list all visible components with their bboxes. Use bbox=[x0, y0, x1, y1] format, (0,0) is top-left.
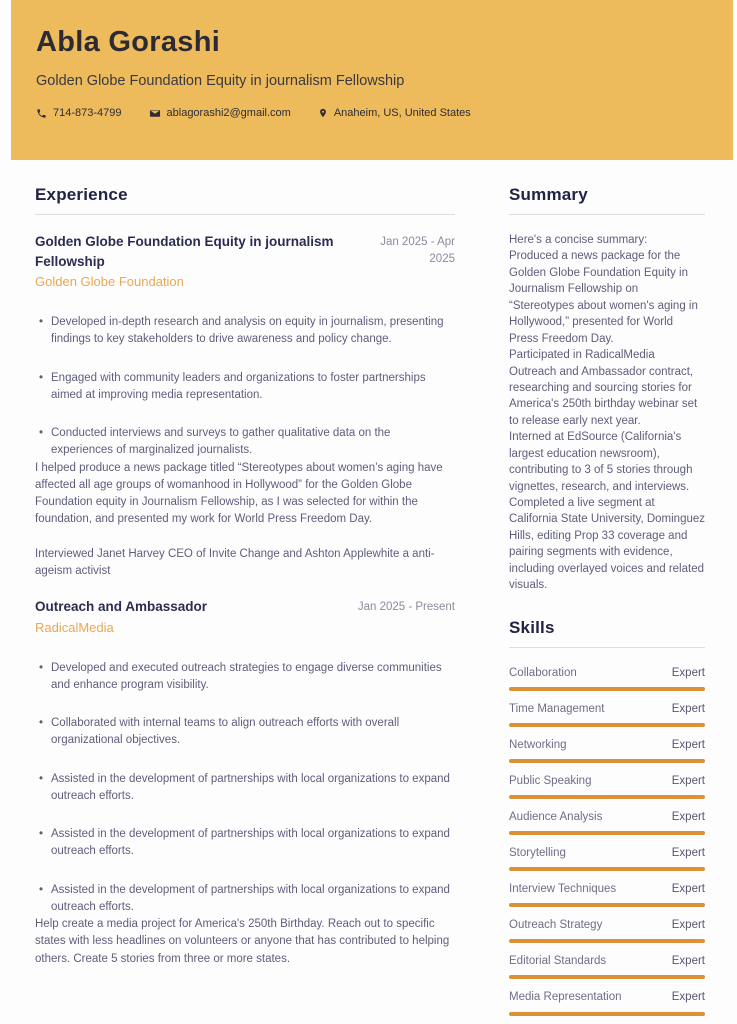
contact-location bbox=[318, 107, 471, 119]
skill-level: Expert bbox=[671, 919, 705, 932]
skill-line bbox=[509, 917, 705, 933]
contact-email bbox=[149, 107, 291, 119]
skill-line bbox=[509, 809, 705, 825]
job-bullet: • Collaborated with internal teams to align outreach efforts with overall organizational objectives. bbox=[51, 715, 455, 750]
skill-row bbox=[509, 845, 705, 871]
summary-paragraph: Interned at EdSource (California's largest education newsroom), contributing to 3 of 5 stories through vignettes, research, and interviews. bbox=[509, 431, 693, 493]
skill-bar bbox=[509, 867, 705, 871]
skill-bar bbox=[509, 903, 705, 907]
summary-heading: Summary bbox=[509, 185, 588, 204]
job-dates: Jan 2025 - Present bbox=[357, 601, 455, 614]
job-company: Golden Globe Foundation bbox=[35, 274, 184, 290]
job-header-row bbox=[35, 597, 455, 617]
skill-bar bbox=[509, 759, 705, 763]
skill-row bbox=[509, 989, 705, 1015]
skill-bar bbox=[509, 939, 705, 943]
job-dates: Jan 2025 - Apr 2025 bbox=[380, 236, 455, 266]
job-bullet: • Developed and executed outreach strategies to engage diverse communities and enhance program visibility. bbox=[51, 660, 455, 695]
skill-bar bbox=[509, 975, 705, 979]
contact-phone bbox=[36, 107, 122, 119]
experience-entries bbox=[35, 232, 455, 968]
skill-level: Expert bbox=[671, 666, 705, 679]
skill-line bbox=[509, 989, 705, 1005]
skill-label: Outreach Strategy bbox=[509, 919, 603, 932]
skill-row bbox=[509, 701, 705, 727]
skill-bar bbox=[509, 795, 705, 799]
skill-label: Audience Analysis bbox=[509, 811, 603, 823]
job-bullet: • Assisted in the development of partnerships with local organizations to expand outreach efforts. bbox=[51, 826, 455, 861]
envelope-icon bbox=[149, 108, 161, 119]
job-title: Golden Globe Foundation Equity in journalism Fellowship bbox=[35, 234, 334, 269]
skill-bar bbox=[509, 831, 705, 835]
job-header-row bbox=[35, 232, 455, 271]
job-paragraph: Interviewed Janet Harvey CEO of Invite Change and Ashton Applewhite a anti-ageism activist bbox=[35, 547, 435, 577]
experience-entry bbox=[35, 597, 455, 968]
skill-row bbox=[509, 881, 705, 907]
phone-icon bbox=[36, 108, 47, 119]
candidate-title: Golden Globe Foundation Equity in journalism Fellowship bbox=[36, 73, 405, 89]
summary-section bbox=[509, 185, 705, 594]
skill-level: Expert bbox=[671, 955, 705, 968]
section-divider bbox=[509, 214, 705, 215]
job-company: RadicalMedia bbox=[35, 619, 114, 635]
skill-label: Time Management bbox=[509, 702, 605, 715]
skills-section bbox=[509, 618, 705, 1016]
job-bullets bbox=[35, 660, 455, 917]
job-bullet: • Developed in-depth research and analysis on equity in journalism, presenting findings to key stakeholders to drive awareness and policy change. bbox=[51, 314, 455, 349]
location-pin-icon bbox=[318, 107, 328, 119]
summary-text bbox=[509, 232, 705, 594]
contact-email-value: ablagorashi2@gmail.com bbox=[166, 107, 291, 119]
resume-body bbox=[0, 160, 737, 1024]
skill-row bbox=[509, 737, 705, 763]
skill-row bbox=[509, 953, 705, 979]
skills-heading: Skills bbox=[509, 617, 555, 637]
contact-phone-value: 714-873-4799 bbox=[53, 107, 122, 119]
skill-line bbox=[509, 737, 705, 753]
skill-label: Public Speaking bbox=[509, 774, 592, 787]
skill-level: Expert bbox=[671, 883, 705, 896]
experience-heading: Experience bbox=[35, 185, 128, 204]
skill-label: Media Representation bbox=[509, 991, 622, 1004]
job-paragraph: Help create a media project for America's 250th Birthday. Reach out to specific states with less headlines on volunteers or anyone that has contributed to helping others. Create 5 stories from three or more states. bbox=[35, 918, 450, 965]
skill-row bbox=[509, 917, 705, 943]
skill-level: Expert bbox=[671, 738, 705, 751]
contact-location-value: Anaheim, US, United States bbox=[333, 107, 471, 119]
skill-line bbox=[509, 701, 705, 717]
skill-level: Expert bbox=[671, 847, 705, 860]
skill-level: Expert bbox=[671, 991, 705, 1004]
resume-header bbox=[11, 0, 733, 160]
candidate-name: Abla Gorashi bbox=[36, 26, 221, 58]
section-divider bbox=[35, 214, 455, 215]
job-bullet: • Conducted interviews and surveys to gather qualitative data on the experiences of marginalized journalists. bbox=[51, 425, 455, 460]
job-bullets bbox=[35, 314, 455, 460]
skill-label: Collaboration bbox=[509, 666, 577, 679]
job-title: Outreach and Ambassador bbox=[35, 599, 208, 615]
right-column bbox=[509, 185, 705, 1024]
skill-line bbox=[509, 953, 705, 969]
skill-line bbox=[509, 845, 705, 861]
section-divider bbox=[509, 647, 705, 648]
job-paragraphs bbox=[35, 916, 455, 968]
contact-row bbox=[36, 107, 733, 119]
job-paragraphs bbox=[35, 460, 455, 581]
skills-list bbox=[509, 665, 705, 1016]
skill-label: Interview Techniques bbox=[509, 883, 617, 896]
skill-bar bbox=[509, 687, 705, 691]
experience-section bbox=[35, 185, 455, 1024]
skill-bar bbox=[509, 723, 705, 727]
job-bullet: • Engaged with community leaders and organizations to foster partnerships aimed at improving media representation. bbox=[51, 370, 455, 405]
job-paragraph: I helped produce a news package titled “Stereotypes about women’s aging have affected all age groups of womanhood in Hollywood” for the Golden Globe Foundation equity in Journalism Fellowship, as I was selected for within the foundation, and presented my work for World Press Freedom Day. bbox=[35, 461, 443, 526]
job-bullet: • Assisted in the development of partnerships with local organizations to expand outreach efforts. bbox=[51, 882, 455, 917]
skill-level: Expert bbox=[671, 811, 705, 823]
skill-level: Expert bbox=[671, 774, 705, 787]
summary-paragraph: Here's a concise summary: bbox=[509, 234, 648, 246]
skill-row bbox=[509, 665, 705, 691]
skill-label: Networking bbox=[509, 738, 567, 751]
skill-level: Expert bbox=[671, 702, 705, 715]
skill-line bbox=[509, 773, 705, 789]
summary-paragraph: Produced a news package for the Golden Globe Foundation Equity in Journalism Fellowship on “Stereotypes about women's aging in Hollywood,” presented for World Press Freedom Day. bbox=[509, 250, 698, 345]
summary-paragraph: Participated in RadicalMedia Outreach and Ambassador contract, researching and sourcing stories for America's 250th birthday webinar set to release early next year. bbox=[509, 349, 698, 427]
skill-bar bbox=[509, 1012, 705, 1016]
skill-label: Storytelling bbox=[509, 847, 566, 860]
job-bullet: • Assisted in the development of partnerships with local organizations to expand outreach efforts. bbox=[51, 771, 455, 806]
experience-entry bbox=[35, 232, 455, 580]
skill-label: Editorial Standards bbox=[509, 955, 607, 968]
skill-row bbox=[509, 773, 705, 799]
summary-paragraph: Completed a live segment at California State University, Dominguez Hills, editing Prop 33 coverage and pairing segments with evidence, including overlayed voices and related visuals. bbox=[509, 497, 706, 592]
skill-row bbox=[509, 809, 705, 835]
skill-line bbox=[509, 881, 705, 897]
skill-line bbox=[509, 665, 705, 681]
